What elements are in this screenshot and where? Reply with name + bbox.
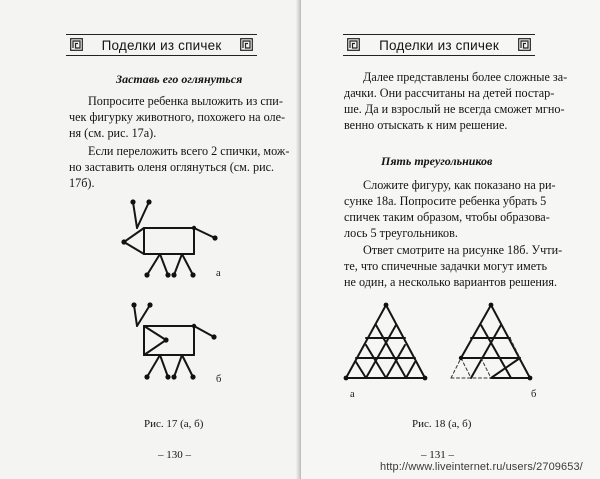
- left-page-header: [66, 34, 257, 56]
- text-line: спичек таким образом, чтобы образова-: [344, 210, 550, 224]
- text-line: венно отыскать к ним решение.: [344, 118, 508, 132]
- left-page-number: – 130 –: [158, 449, 191, 461]
- text-line: сунке 18а. Попросите ребенка убрать 5: [344, 194, 547, 208]
- right-page-header: [343, 34, 535, 56]
- text-line: 17б).: [69, 176, 95, 190]
- text-line: Попросите ребенка выложить из спи-: [88, 94, 283, 108]
- text-line: Сложите фигуру, как показано на ри-: [363, 178, 556, 192]
- figure-17a-label: а: [216, 268, 221, 279]
- text-line: не один, а несколько вариантов решения.: [344, 275, 558, 289]
- figure-17b-deer-illustration: [110, 300, 230, 390]
- left-page: [0, 0, 299, 479]
- greek-key-ornament-icon: [518, 38, 531, 51]
- figure-18a-triangle-grid: [346, 305, 425, 378]
- text-line: ше. Да и взрослый не всегда сможет мгно-: [344, 102, 565, 116]
- right-figure-caption: Рис. 18 (а, б): [412, 418, 472, 430]
- text-line: но заставить оленя оглянуться (см. рис.: [69, 160, 275, 174]
- right-paragraph-2: [344, 242, 563, 290]
- figure-18b-label: б: [531, 389, 537, 400]
- left-section-title: Заставь его оглянуться: [116, 72, 243, 86]
- left-paragraph-1: [69, 93, 286, 141]
- text-line: Ответ смотрите на рисунке 18б. Учти-: [363, 243, 563, 257]
- left-paragraph-2: [69, 143, 290, 191]
- figure-18a-label: а: [350, 389, 355, 400]
- right-paragraph-1: [344, 177, 556, 241]
- right-page-number: – 131 –: [421, 449, 454, 461]
- text-line: дачки. Они рассчитаны на детей постар-: [344, 86, 555, 100]
- text-line: ня (см. рис. 17а).: [69, 126, 157, 140]
- left-figure-caption: Рис. 17 (а, б): [144, 418, 204, 430]
- right-section-title: Пять треугольников: [381, 154, 493, 168]
- figure-17a-deer-illustration: [110, 190, 230, 285]
- figure-18b-solution: [451, 305, 530, 378]
- greek-key-ornament-icon: [240, 38, 253, 51]
- text-line: чек фигурку животного, похожего на оле-: [69, 110, 286, 124]
- text-line: лось 5 треугольников.: [344, 226, 458, 240]
- text-line: Если переложить всего 2 спички, мож-: [88, 144, 290, 158]
- right-intro-paragraph: [344, 69, 568, 133]
- figure-18-triangles-illustration: [330, 295, 540, 385]
- figure-17b-label: б: [216, 374, 222, 385]
- watermark-url: http://www.liveinternet.ru/users/2709653/: [380, 461, 583, 473]
- greek-key-ornament-icon: [70, 38, 83, 51]
- left-header-title: Поделки из спичек: [101, 37, 222, 53]
- text-line: те, что спичечные задачки могут иметь: [344, 259, 548, 273]
- right-header-title: Поделки из спичек: [379, 37, 499, 53]
- text-line: Далее представлены более сложные за-: [363, 70, 568, 84]
- right-page: [301, 0, 600, 479]
- greek-key-ornament-icon: [347, 38, 360, 51]
